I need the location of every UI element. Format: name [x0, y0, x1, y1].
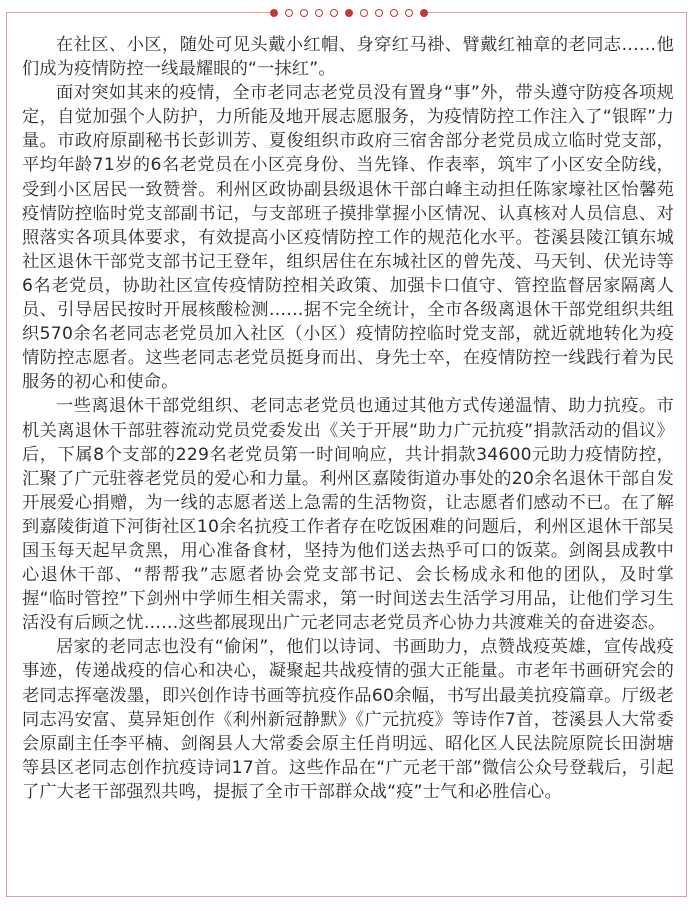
- dot-left-end: [270, 9, 278, 17]
- dot-7: [390, 9, 398, 17]
- dot-3: [315, 9, 323, 17]
- paragraph-donations: 一些离退休干部党组织、老同志老党员也通过其他方式传递温情、助力抗疫。市机关离退休干部驻蓉流动党员党委发出《关于开展“助力广元抗疫”捐款活动的倡议》后，下属8个支部的229名老党员第一时间响应，共计捐款34600元助力疫情防控，汇聚了广元驻蓉老党员的爱心和力量。利州区嘉陵街道办事处的20余名退休干部自发开展爱心捐赠，为一线的志愿者送上急需的生活物资，让志愿者们感动不已。在了解到嘉陵街道下河街社区10余名抗疫工作者存在吃饭困难的问题后，利州区退休干部吴国玉每天起早贪黑，用心准备食材，坚持为他们送去热乎可口的饭菜。剑阁县成教中心退休干部、“帮帮我”志愿者协会党支部书记、会长杨成永和他的团队，及时掌握“临时管控”下剑州中学师生相关需求，第一时间送去生活学习用品，让他们学习生活没有后顾之忧……这些都展现出广元老同志老党员齐心协力共渡难关的奋进姿态。: [22, 396, 674, 634]
- dot-8: [405, 9, 413, 17]
- dot-5: [360, 9, 368, 17]
- dot-right-end: [420, 9, 428, 17]
- article-body: [22, 33, 674, 804]
- page-indicator-dots: [0, 6, 697, 20]
- dot-6: [375, 9, 383, 17]
- paragraph-intro: 在社区、小区，随处可见头戴小红帽、身穿红马褂、臂戴红袖章的老同志……他们成为疫情防控一线最耀眼的“一抹红”。: [22, 35, 674, 80]
- dot-1: [285, 9, 293, 17]
- paragraph-volunteers: 面对突如其来的疫情，全市老同志老党员没有置身“事”外，带头遵守防疫各项规定，自觉加强个人防护，力所能及地开展志愿服务，为疫情防控工作注入了“银晖”力量。市政府原副秘书长彭训芳、夏俊组织市政府三宿舍部分老党员成立临时党支部，平均年龄71岁的6名老党员在小区亮身份、当先锋、作表率，筑牢了小区安全防线，受到小区居民一致赞誉。利州区政协副县级退休干部白峰主动担任陈家壕社区怡馨苑疫情防控临时党支部副书记，与支部班子摸排掌握小区情况、认真核对人员信息、对照落实各项具体要求，有效提高小区疫情防控工作的规范化水平。苍溪县陵江镇东城社区退休干部党支部书记王登年，组织居住在东城社区的曾先茂、马天钊、伏光诗等6名老党员，协助社区宣传疫情防控相关政策、加强卡口值守、管控监督居家隔离人员、引导居民按时开展核酸检测……据不完全统计，全市各级离退休干部党组织共组织570余名老同志老党员加入社区（小区）疫情防控临时党支部，就近就地转化为疫情防控志愿者。这些老同志老党员挺身而出、身先士卒，在疫情防控一线践行着为民服务的初心和使命。: [22, 83, 674, 393]
- dot-2: [300, 9, 308, 17]
- dot-4: [330, 9, 338, 17]
- paragraph-poetry-art: 居家的老同志也没有“偷闲”，他们以诗词、书画助力，点赞战疫英雄，宣传战疫事迹，传递战疫的信心和决心，凝聚起共战疫情的强大正能量。市老年书画研究会的老同志挥毫泼墨，即兴创作诗书画等抗疫作品60余幅，书写出最美抗疫篇章。厅级老同志冯安富、莫异矩创作《利州新冠静默》《广元抗疫》等诗作7首，苍溪县人大常委会原副主任李平楠、剑阁县人大常委会原主任肖明远、昭化区人民法院原院长田澍塘等县区老同志创作抗疫诗词17首。这些作品在“广元老干部”微信公众号登载后，引起了广大老干部强烈共鸣，提振了全市干部群众战“疫”士气和必胜信心。: [22, 637, 674, 802]
- dot-active: [345, 9, 353, 17]
